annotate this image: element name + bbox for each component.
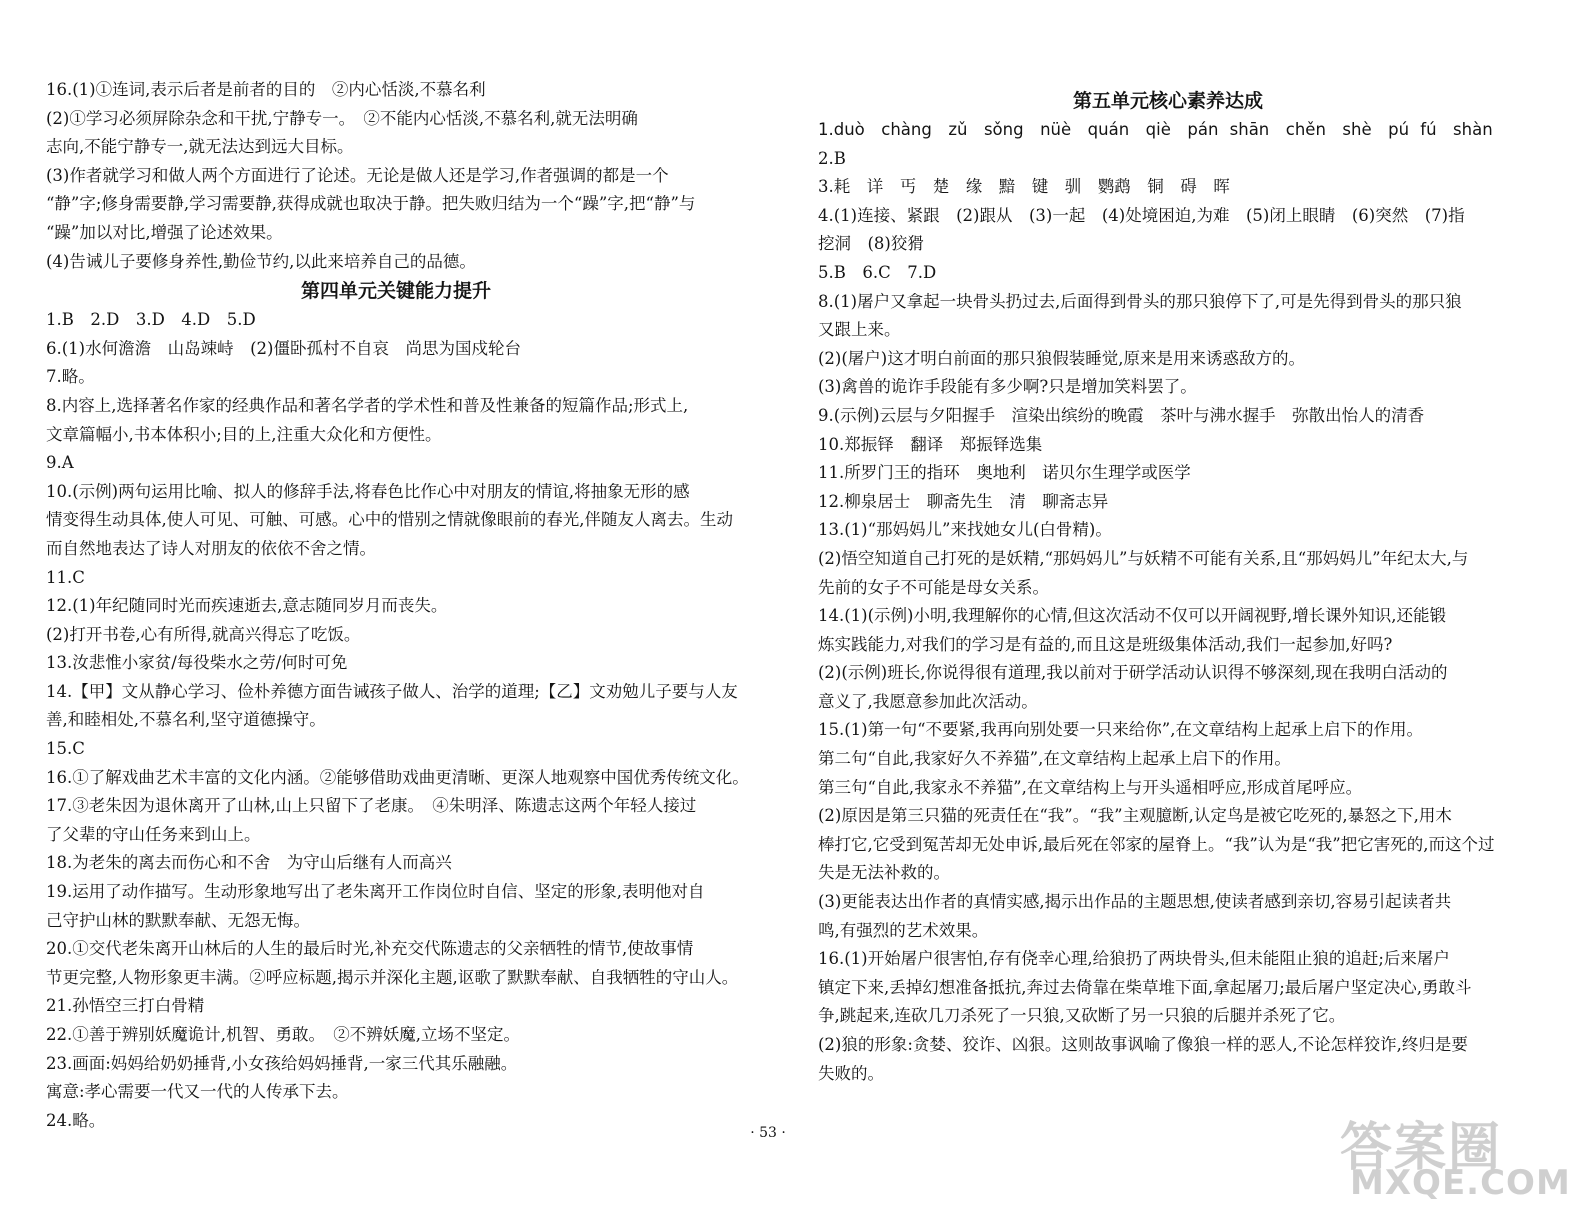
answer-line: 炼实践能力,对我们的学习是有益的,而且这是班级集体活动,我们一起参加,好吗? bbox=[818, 634, 1393, 654]
answer-line: 2.B bbox=[818, 148, 846, 168]
answer-line: 13.汝悲惟小家贫/每役柴水之劳/何时可免 bbox=[46, 653, 348, 673]
answer-line: 鸣,有强烈的艺术效果。 bbox=[818, 920, 989, 940]
answer-line: 12.柳泉居士 聊斋先生 清 聊斋志异 bbox=[818, 491, 1109, 511]
answer-line: 第三句“自此,我家永不养猫”,在文章结构上与开头遥相呼应,形成首尾呼应。 bbox=[818, 777, 1363, 797]
left-answers-part-b bbox=[46, 306, 749, 1135]
right-column bbox=[818, 86, 1518, 1088]
answer-line: 10.郑振铎 翻译 郑振铎选集 bbox=[818, 434, 1043, 454]
answer-line: 3.耗 详 丐 楚 缘 黯 键 驯 鹦鹉 铜 碍 晖 bbox=[818, 177, 1230, 197]
answer-line: 18.为老朱的离去而伤心和不舍 为守山后继有人而高兴 bbox=[46, 853, 452, 873]
answer-line: 争,跳起来,连砍几刀杀死了一只狼,又砍断了另一只狼的后腿并杀死了它。 bbox=[818, 1006, 1346, 1026]
answer-line: 志向,不能宁静专一,就无法达到远大目标。 bbox=[46, 137, 354, 157]
answer-line: 16.①了解戏曲艺术丰富的文化内涵。②能够借助戏曲更清晰、更深人地观察中国优秀传统文化。 bbox=[46, 767, 749, 787]
answer-line: 11.所罗门王的指环 奥地利 诺贝尔生理学或医学 bbox=[818, 463, 1191, 483]
answer-line: (2)原因是第三只猫的死责任在“我”。“我”主观臆断,认定鸟是被它吃死的,暴怒之下,用木 bbox=[818, 806, 1452, 826]
answer-line: (3)更能表达出作者的真情实感,揭示出作品的主题思想,使读者感到亲切,容易引起读者共 bbox=[818, 892, 1452, 912]
answer-line: (2)悟空知道自己打死的是妖精,“那妈妈儿”与妖精不可能有关系,且“那妈妈儿”年纪太大,与 bbox=[818, 548, 1469, 568]
answer-line: 而自然地表达了诗人对朋友的依依不舍之情。 bbox=[46, 538, 376, 558]
answer-line: 1.B 2.D 3.D 4.D 5.D bbox=[46, 310, 256, 330]
section-heading-unit-5: 第五单元核心素养达成 bbox=[1072, 90, 1263, 112]
answer-line: 情变得生动具体,使人可见、可触、可感。心中的惜别之情就像眼前的春光,伴随友人离去。生动 bbox=[46, 510, 733, 530]
answer-line: (2)(示例)班长,你说得很有道理,我以前对于研学活动认识得不够深刻,现在我明白活动的 bbox=[818, 663, 1448, 683]
left-answers-part-a bbox=[46, 76, 746, 276]
answer-line: 文章篇幅小,书本体积小;目的上,注重大众化和方便性。 bbox=[46, 424, 442, 444]
answer-line: 14.【甲】文从静心学习、俭朴养德方面告诫孩子做人、治学的道理;【乙】文劝勉儿子要与人友 bbox=[46, 681, 738, 701]
answer-line: 19.运用了动作描写。生动形象地写出了老朱离开工作岗位时自信、坚定的形象,表明他对自 bbox=[46, 882, 705, 902]
answer-line: 善,和睦相处,不慕名利,坚守道德操守。 bbox=[46, 710, 326, 730]
watermark-url: MXQE.COM bbox=[1350, 1163, 1571, 1203]
answer-line: 5.B 6.C 7.D bbox=[818, 262, 937, 282]
answer-line: (2)打开书卷,心有所得,就高兴得忘了吃饭。 bbox=[46, 624, 361, 644]
answer-line: (3)禽兽的诡诈手段能有多少啊?只是增加笑料罢了。 bbox=[818, 377, 1197, 397]
answer-line: 15.(1)第一句“不要紧,我再向别处要一只来给你”,在文章结构上起承上启下的作用。 bbox=[818, 720, 1423, 740]
answer-line: 12.(1)年纪随同时光而疾速逝去,意志随同岁月而丧失。 bbox=[46, 596, 448, 616]
left-column bbox=[46, 76, 749, 1135]
right-answers bbox=[818, 145, 1518, 1089]
answer-line: (3)作者就学习和做人两个方面进行了论述。无论是做人还是学习,作者强调的都是一个 bbox=[46, 165, 669, 185]
answer-line: 22.①善于辨别妖魔诡计,机智、勇敢。 ②不辨妖魔,立场不坚定。 bbox=[46, 1025, 520, 1044]
answer-line: 7.略。 bbox=[46, 367, 95, 387]
answer-line: (2)(屠户)这才明白前面的那只狼假装睡觉,原来是用来诱惑敌方的。 bbox=[818, 348, 1305, 368]
answer-line: 13.(1)“那妈妈儿”来找她女儿(白骨精)。 bbox=[818, 520, 1112, 540]
answer-line: 己守护山林的默默奉献、无怨无悔。 bbox=[46, 910, 310, 930]
answer-line: 第二句“自此,我家好久不养猫”,在文章结构上起承上启下的作用。 bbox=[818, 749, 1291, 769]
pinyin-answer-line: 1.duò chàng zǔ sǒng nüè quán qiè pán shān chěn shè pú fú shàn bbox=[818, 120, 1493, 139]
answer-line: 11.C bbox=[46, 567, 85, 587]
answer-line: 先前的女子不可能是母女关系。 bbox=[818, 577, 1049, 597]
answer-line: 20.①交代老朱离开山林后的人生的最后时光,补充交代陈遗志的父亲牺牲的情节,使故事情 bbox=[46, 939, 694, 959]
answer-line: “躁”加以对比,增强了论述效果。 bbox=[46, 222, 283, 242]
answer-line: 又跟上来。 bbox=[818, 320, 901, 340]
answer-line: 16.(1)开始屠户很害怕,存有侥幸心理,给狼扔了两块骨头,但未能阻止狼的追赶;后来屠户 bbox=[818, 949, 1450, 969]
answer-line: 寓意:孝心需要一代又一代的人传承下去。 bbox=[46, 1082, 349, 1102]
answer-line: 17.③老朱因为退休离开了山林,山上只留下了老康。 ④朱明泽、陈遗志这两个年轻人接过 bbox=[46, 796, 697, 816]
answer-line: 10.(示例)两句运用比喻、拟人的修辞手法,将春色比作心中对朋友的情谊,将抽象无形的感 bbox=[46, 481, 690, 501]
answer-line: 节更完整,人物形象更丰满。②呼应标题,揭示并深化主题,讴歌了默默奉献、自我牺牲的守山人。 bbox=[46, 967, 739, 987]
answer-line: 挖洞 (8)狡猾 bbox=[818, 234, 924, 254]
answer-line: 6.(1)水何澹澹 山岛竦峙 (2)僵卧孤村不自哀 尚思为国戍轮台 bbox=[46, 338, 521, 358]
answer-line: 8.(1)屠户又拿起一块骨头扔过去,后面得到骨头的那只狼停下了,可是先得到骨头的那只狼 bbox=[818, 291, 1462, 311]
answer-line: 15.C bbox=[46, 739, 85, 759]
answer-line: 8.内容上,选择著名作家的经典作品和著名学者的学术性和普及性兼备的短篇作品;形式上, bbox=[46, 395, 689, 415]
answer-line: 4.(1)连接、紧跟 (2)跟从 (3)一起 (4)处境困迫,为难 (5)闭上眼睛 (6)突然 (7)指 bbox=[818, 205, 1465, 225]
answer-line: 失败的。 bbox=[818, 1063, 884, 1083]
answer-line: 14.(1)(示例)小明,我理解你的心情,但这次活动不仅可以开阔视野,增长课外知识,还能锻 bbox=[818, 606, 1446, 626]
answer-line: 21.孙悟空三打白骨精 bbox=[46, 996, 205, 1016]
answer-line: 了父辈的守山任务来到山上。 bbox=[46, 824, 261, 844]
answer-line: 9.(示例)云层与夕阳握手 渲染出缤纷的晚霞 茶叶与沸水握手 弥散出怡人的清香 bbox=[818, 405, 1425, 425]
answer-line: “静”字;修身需要静,学习需要静,获得成就也取决于静。把失败归结为一个“躁”字,把“静”与 bbox=[46, 194, 696, 214]
answer-line: 意义了,我愿意参加此次活动。 bbox=[818, 691, 1038, 711]
answer-line: 9.A bbox=[46, 453, 74, 473]
answer-line: (2)①学习必须屏除杂念和干扰,宁静专一。 ②不能内心恬淡,不慕名利,就无法明确 bbox=[46, 108, 638, 128]
answer-line: 棒打它,它受到冤苦却无处申诉,最后死在邻家的屋脊上。“我”认为是“我”把它害死的,而这个过 bbox=[818, 834, 1495, 854]
answer-line: 24.略。 bbox=[46, 1110, 106, 1130]
section-heading-unit-4: 第四单元关键能力提升 bbox=[300, 280, 491, 303]
watermark-logo bbox=[1340, 1105, 1571, 1203]
answer-line: (4)告诫儿子要修身养性,勤俭节约,以此来培养自己的品德。 bbox=[46, 251, 476, 271]
answer-line: 16.(1)①连词,表示后者是前者的目的 ②内心恬淡,不慕名利 bbox=[46, 80, 486, 99]
answer-line: 失是无法补救的。 bbox=[818, 863, 950, 883]
answer-line: 23.画面:妈妈给奶奶捶背,小女孩给妈妈捶背,一家三代其乐融融。 bbox=[46, 1053, 518, 1073]
page-number: · 53 · bbox=[750, 1125, 786, 1141]
answer-line: (2)狼的形象:贪婪、狡诈、凶狠。这则故事讽喻了像狼一样的恶人,不论怎样狡诈,终归是要 bbox=[818, 1035, 1468, 1054]
watermark-text: 答案圈 bbox=[1340, 1118, 1503, 1178]
answer-line: 镇定下来,丢掉幻想准备抵抗,奔过去倚靠在柴草堆下面,拿起屠刀;最后屠户坚定决心,勇敢斗 bbox=[818, 977, 1472, 997]
